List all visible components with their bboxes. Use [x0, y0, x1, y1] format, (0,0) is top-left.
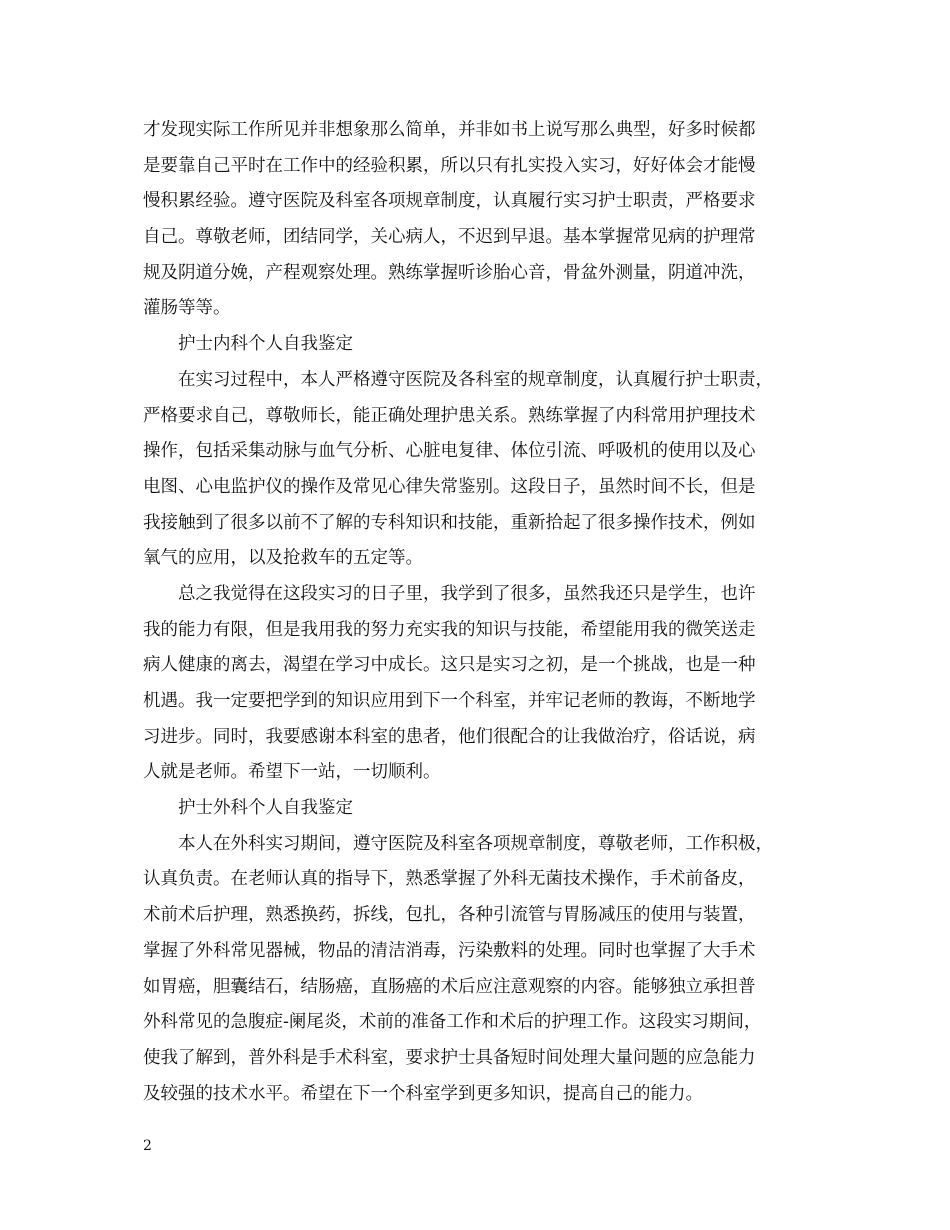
text-line: 氧气的应用，以及抢救车的五定等。	[143, 548, 423, 569]
text-line: 是要靠自己平时在工作中的经验积累，所以只有扎实投入实习，好好体会才能慢	[143, 155, 756, 176]
text-line: 掌握了外科常见器械，物品的清洁消毒，污染敷料的处理。同时也掌握了大手术	[143, 940, 756, 961]
text-line: 机遇。我一定要把学到的知识应用到下一个科室，并牢记老师的教诲，不断地学	[143, 691, 756, 711]
text-line: 操作，包括采集动脉与血气分析、心脏电复律、体位引流、呼吸机的使用以及心	[143, 441, 756, 462]
text-line: 才发现实际工作所见并非想象那么简单，并非如书上说写那么典型，好多时候都	[143, 120, 756, 140]
text-line: 在实习过程中，本人严格遵守医院及各科室的规章制度，认真履行护士职责，	[178, 369, 773, 390]
page-number: 2	[143, 1138, 152, 1154]
text-line: 规及阴道分娩，产程观察处理。熟练掌握听诊胎心音，骨盆外测量，阴道冲洗，	[143, 262, 756, 283]
text-line: 我的能力有限，但是我用我的努力充实我的知识与技能，希望能用我的微笑送走	[143, 619, 756, 640]
text-line: 总之我觉得在这段实习的日子里，我学到了很多，虽然我还只是学生，也许	[178, 583, 756, 604]
text-line: 认真负责。在老师认真的指导下，熟悉掌握了外科无菌技术操作，手术前备皮，	[143, 869, 756, 890]
text-line: 自己。尊敬老师，团结同学，关心病人，不迟到早退。基本掌握常见病的护理常	[143, 227, 756, 248]
text-line: 习进步。同时，我要感谢本科室的患者，他们很配合的让我做治疗，俗话说，病	[143, 726, 756, 747]
text-line: 灌肠等等。	[143, 298, 231, 319]
text-line: 电图、心电监护仪的操作及常见心律失常鉴别。这段日子，虽然时间不长，但是	[143, 476, 756, 497]
text-line: 慢积累经验。遵守医院及科室各项规章制度，认真履行实习护士职责，严格要求	[143, 191, 756, 212]
text-line: 病人健康的离去，渴望在学习中成长。这只是实习之初，是一个挑战，也是一种	[143, 655, 756, 676]
text-line: 护士外科个人自我鉴定	[178, 798, 353, 819]
text-line: 本人在外科实习期间，遵守医院及科室各项规章制度，尊敬老师，工作积极，	[178, 833, 773, 854]
text-line: 及较强的技术水平。希望在下一个科室学到更多知识，提高自己的能力。	[143, 1083, 703, 1104]
text-line: 严格要求自己，尊敬师长，能正确处理护患关系。熟练掌握了内科常用护理技术	[143, 405, 756, 426]
text-line: 外科常见的急腹症-阑尾炎，术前的准备工作和术后的护理工作。这段实习期间，	[143, 1012, 762, 1033]
text-line: 我接触到了很多以前不了解的专科知识和技能，重新拾起了很多操作技术，例如	[143, 512, 756, 533]
text-line: 如胃癌，胆囊结石，结肠癌，直肠癌的术后应注意观察的内容。能够独立承担普	[143, 976, 756, 997]
text-line: 使我了解到，普外科是手术科室，要求护士具备短时间处理大量问题的应急能力	[143, 1047, 756, 1068]
text-line: 护士内科个人自我鉴定	[178, 334, 353, 355]
document-body	[143, 113, 828, 1112]
text-line: 术前术后护理，熟悉换药，拆线，包扎，各种引流管与胃肠减压的使用与装置，	[143, 905, 756, 926]
text-line: 人就是老师。希望下一站，一切顺利。	[143, 762, 441, 783]
